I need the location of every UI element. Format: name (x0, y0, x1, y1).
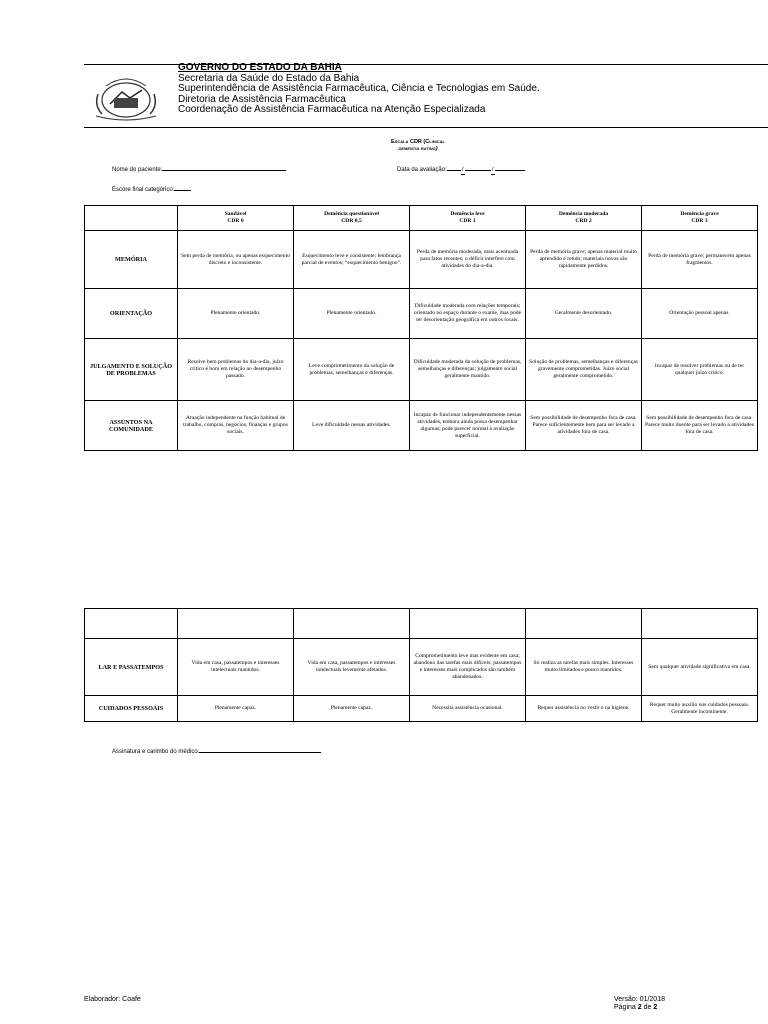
table-cell[interactable]: Comprometimento leve mas evidente em casa; abandono das tarefas mais difíceis; passatempos e interesses mais complicados são também abandonados. (410, 639, 526, 696)
table-cell[interactable]: Leve dificuldade nessas atividades. (294, 401, 410, 451)
table-cell[interactable]: Requer assistência no vestir e na higiene. (526, 696, 642, 722)
footer-page: Página 2 de 2 (614, 1004, 658, 1011)
table-cell[interactable]: Só realiza as tarefas mais simples. Interesses muito limitados e pouco mantidos. (526, 639, 642, 696)
table-cell[interactable]: Plenamente capaz. (178, 696, 294, 722)
scale-title (368, 139, 468, 153)
table-cell[interactable]: Dificuldade moderada da solução de problemas, semelhanças e diferenças; julgamento social geralmente mantido. (410, 339, 526, 401)
state-seal-icon (92, 72, 160, 122)
evaluation-date-label: Data da avaliação: (397, 167, 447, 173)
empty-header-cell (294, 609, 410, 639)
table-cell[interactable]: Sem qualquer atividade significativa em casa. (642, 639, 758, 696)
row-label-cuidados: CUIDADOS PESSOAIS (85, 696, 178, 722)
table-cell[interactable]: Requer muito auxílio nos cuidados pessoais. Geralmente incontinente. (642, 696, 758, 722)
header-line-2: Superintendência de Assistência Farmacêutica, Ciência e Tecnologias em Saúde. (178, 83, 540, 94)
header-bottom-rule (84, 127, 768, 128)
footer-version-block (614, 996, 665, 1012)
header-empty-cell (85, 206, 178, 231)
table-cell[interactable]: Sem perda de memória, ou apenas esquecimento discreto e inconsistente. (178, 231, 294, 289)
patient-name-field[interactable] (162, 163, 286, 171)
table-cell[interactable]: Solução de problemas, semelhanças e diferenças gravemente comprometidas. Juízo social geralmente comprometido. (526, 339, 642, 401)
final-score-label: Escore final categórico: (112, 187, 175, 193)
empty-header-cell (178, 609, 294, 639)
table-cell[interactable]: Esquecimento leve e consistente; lembrança parcial de eventos; “esquecimento benigno”. (294, 231, 410, 289)
header-cdr-3: Demência grave CDR 3 (642, 206, 758, 231)
table-cell[interactable]: Plenamente capaz. (294, 696, 410, 722)
footer-version: Versão: 01/2018 (614, 996, 665, 1003)
header-text (178, 63, 540, 116)
table-cell[interactable]: Vida em casa, passatempos e interesses intelectuais mantidos. (178, 639, 294, 696)
table-cell[interactable]: Atuação independente na função habitual de trabalho, compras, negócios, finanças e grupos sociais. (178, 401, 294, 451)
empty-header-cell (642, 609, 758, 639)
table-header-row (85, 609, 758, 639)
header-cdr-05: Demência questionável CDR 0,5 (294, 206, 410, 231)
empty-header-cell (526, 609, 642, 639)
date-sep-2: / (491, 167, 494, 173)
government-name: GOVERNO DO ESTADO DA BAHIA (178, 62, 342, 73)
table-cell[interactable]: Plenamente orientado. (178, 289, 294, 339)
date-year-field[interactable] (495, 163, 525, 171)
table-row (85, 639, 758, 696)
signature-field[interactable] (199, 745, 321, 753)
table-cell[interactable]: Incapaz de resolver problemas ou de ter qualquer juízo crítico. (642, 339, 758, 401)
table-cell[interactable]: Leve comprometimento da solução de problemas, semelhanças e diferenças. (294, 339, 410, 401)
patient-name-row (112, 163, 286, 173)
table-cell[interactable]: Perda de memória grave; permanecem apenas fragmentos. (642, 231, 758, 289)
table-cell[interactable]: Perda de memória grave; apenas material muito aprendido é retido; materiais novos são rapidamente perdidos. (526, 231, 642, 289)
table-cell[interactable]: Resolve bem problemas do dia-a-dia, juízo crítico é bom em relação ao desempenho passado. (178, 339, 294, 401)
table-cell[interactable]: Plenamente orientado. (294, 289, 410, 339)
table-cell[interactable]: Dificuldade moderada com relações temporais; orientado no espaço durante o exame, mas pode ter desorientação geográfica em outros locais. (410, 289, 526, 339)
patient-name-label: Nome do paciente: (112, 167, 163, 173)
header-line-1: Secretaria da Saúde do Estado da Bahia (178, 72, 360, 84)
row-label-assuntos: ASSUNTOS NA COMUNIDADE (85, 401, 178, 451)
header-cdr-1: Demência leve CDR 1 (410, 206, 526, 231)
footer-author: Elaborador: Coafe (84, 996, 141, 1003)
signature-row (112, 745, 321, 755)
row-label-lar: LAR E PASSATEMPOS (85, 639, 178, 696)
cdr-table-1 (84, 205, 758, 451)
header-line-4: Coordenação de Assistência Farmacêutica na Atenção Especializada (178, 104, 486, 115)
table-cell[interactable]: Sem possibilidade de desempenho fora de casa. Parece muito doente para ser levado a atividades fora de casa. (642, 401, 758, 451)
table-cell[interactable]: Perda de memória moderada, mais acentuada para fatos recentes; o déficit interfere com atividades do dia-a-dia. (410, 231, 526, 289)
scale-title-line-2: dementia rating) (398, 146, 438, 152)
table-cell[interactable]: Incapaz de funcionar independentemente nessas atividades, embora ainda possa desempenhar algumas; pode parecer normal à avaliação superficial. (410, 401, 526, 451)
date-day-field[interactable] (447, 163, 461, 171)
table-cell[interactable]: Necessita assistência ocasional. (410, 696, 526, 722)
final-score-field[interactable] (174, 183, 191, 191)
empty-header-cell (85, 609, 178, 639)
header-cdr-2: Demência moderada CRD 2 (526, 206, 642, 231)
table-header-row (85, 206, 758, 231)
evaluation-date-row (397, 163, 525, 175)
scale-title-line-1: Escala CDR (Clinical (391, 139, 445, 145)
table-cell[interactable]: Sem possibilidade de desempenho fora de casa. Parece suficientemente bem para ser levado a atividades fora de casa. (526, 401, 642, 451)
signature-label: Assinatura e carimbo do médico: (112, 749, 200, 755)
table-row (85, 401, 758, 451)
empty-header-cell (410, 609, 526, 639)
row-label-julgamento: JULGAMENTO E SOLUÇÃO DE PROBLEMAS (85, 339, 178, 401)
table-cell[interactable]: Geralmente desorientado. (526, 289, 642, 339)
table-row (85, 696, 758, 722)
row-label-orientacao: ORIENTAÇÃO (85, 289, 178, 339)
table-row (85, 289, 758, 339)
date-sep-1: / (461, 167, 464, 173)
table-cell[interactable]: Vida em casa, passatempos e interesses intelectuais levemente afetados. (294, 639, 410, 696)
cdr-table-2 (84, 608, 758, 722)
header-cdr-0: Saudável CDR 0 (178, 206, 294, 231)
table-row (85, 231, 758, 289)
table-row (85, 339, 758, 401)
final-score-row (112, 183, 191, 193)
header-line-3: Diretoria de Assistência Farmacêutica (178, 93, 346, 105)
row-label-memoria: MEMÓRIA (85, 231, 178, 289)
table-cell[interactable]: Orientação pessoal apenas. (642, 289, 758, 339)
date-month-field[interactable] (465, 163, 491, 171)
